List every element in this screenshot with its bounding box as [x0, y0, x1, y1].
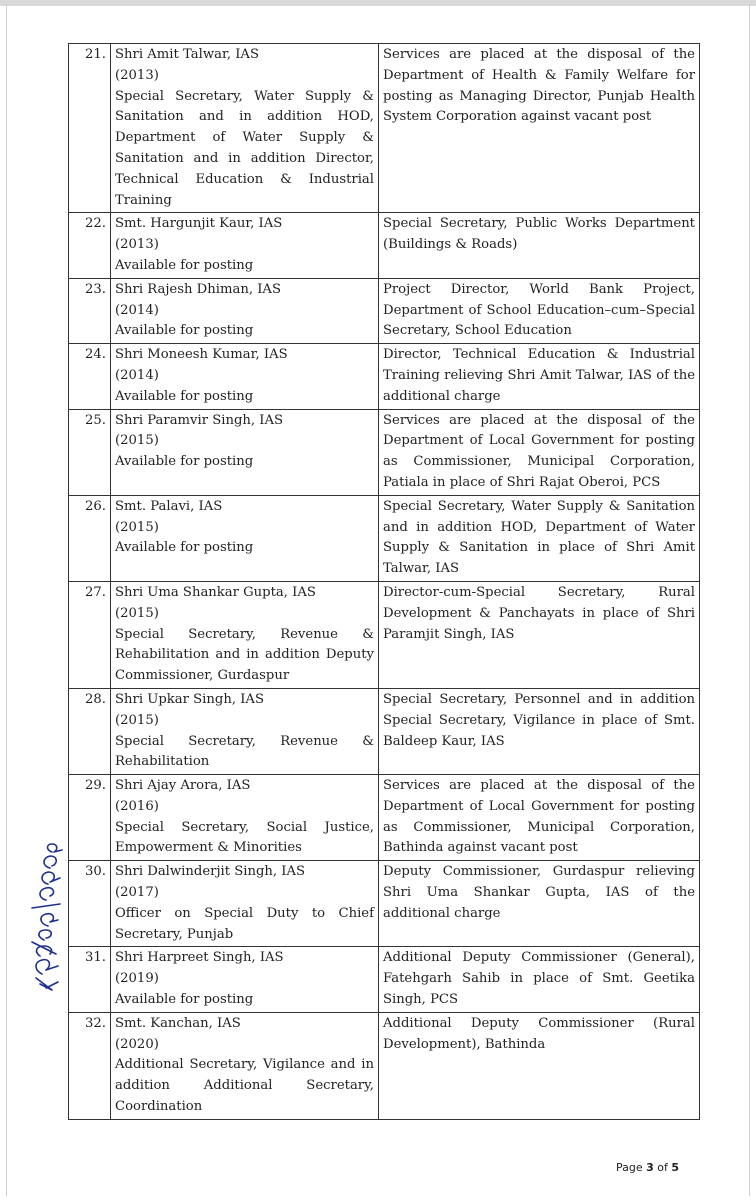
- officer-name: Smt. Hargunjit Kaur, IAS: [115, 216, 283, 232]
- officer-batch: (2015): [115, 433, 159, 449]
- serial-number: 30.: [69, 861, 111, 947]
- officer-batch: (2014): [115, 302, 159, 318]
- current-designation: Special Secretary, Revenue & Rehabilitation: [115, 733, 374, 770]
- table-row: [69, 947, 700, 1012]
- officer-cell: [111, 213, 379, 278]
- serial-number: 31.: [69, 947, 111, 1012]
- serial-number: 26.: [69, 495, 111, 581]
- serial-number: 25.: [69, 409, 111, 495]
- new-posting: Director, Technical Education & Industrial Training relieving Shri Amit Talwar, IAS of the additional charge: [379, 344, 700, 409]
- current-designation: Available for posting: [115, 540, 254, 556]
- officer-batch: (2016): [115, 798, 159, 814]
- current-designation: Available for posting: [115, 323, 254, 339]
- officer-name: Smt. Kanchan, IAS: [115, 1015, 241, 1031]
- table-row: [69, 495, 700, 581]
- officer-cell: [111, 344, 379, 409]
- page-number: [616, 1161, 679, 1174]
- table-row: [69, 409, 700, 495]
- officer-batch: (2020): [115, 1036, 159, 1052]
- officer-name: Shri Paramvir Singh, IAS: [115, 412, 284, 428]
- current-designation: Officer on Special Duty to Chief Secretary, Punjab: [115, 905, 374, 942]
- new-posting: Services are placed at the disposal of the Department of Health & Family Welfare for posting as Managing Director, Punjab Health System Corporation against vacant post: [379, 44, 700, 213]
- current-designation: Available for posting: [115, 257, 254, 273]
- officer-batch: (2015): [115, 519, 159, 535]
- current-designation: Available for posting: [115, 992, 254, 1008]
- table-row: [69, 1012, 700, 1119]
- officer-name: Shri Dalwinderjit Singh, IAS: [115, 864, 306, 880]
- officer-batch: (2014): [115, 367, 159, 383]
- officer-name: Shri Amit Talwar, IAS: [115, 47, 259, 62]
- officer-cell: [111, 581, 379, 688]
- postings-table: [68, 43, 700, 1120]
- table-row: [69, 44, 700, 213]
- officer-cell: [111, 947, 379, 1012]
- officer-batch: (2015): [115, 605, 159, 621]
- serial-number: 21.: [69, 44, 111, 213]
- serial-number: 32.: [69, 1012, 111, 1119]
- officer-cell: [111, 861, 379, 947]
- serial-number: 29.: [69, 775, 111, 861]
- table-row: [69, 344, 700, 409]
- current-designation: Additional Secretary, Vigilance and in addition Additional Secretary, Coordination: [115, 1057, 374, 1115]
- officer-cell: [111, 409, 379, 495]
- new-posting: Services are placed at the disposal of the Department of Local Government for posting as Commissioner, Municipal Corporation, Bathinda against vacant post: [379, 775, 700, 861]
- current-designation: Special Secretary, Water Supply & Sanitation and in addition HOD, Department of Water Supply & Sanitation and in addition Director, Technical Education & Industrial Training: [115, 88, 374, 208]
- table-row: [69, 581, 700, 688]
- current-designation: Available for posting: [115, 388, 254, 404]
- current-designation: Special Secretary, Revenue & Rehabilitation and in addition Deputy Commissioner, Gurdaspur: [115, 626, 374, 684]
- officer-name: Shri Upkar Singh, IAS: [115, 691, 264, 707]
- new-posting: Deputy Commissioner, Gurdaspur relieving Shri Uma Shankar Gupta, IAS of the additional charge: [379, 861, 700, 947]
- officer-name: Shri Harpreet Singh, IAS: [115, 950, 284, 966]
- page-prefix: Page: [616, 1161, 647, 1174]
- current-designation: Special Secretary, Social Justice, Empowerment & Minorities: [115, 819, 374, 856]
- officer-batch: (2019): [115, 971, 159, 987]
- new-posting: Special Secretary, Water Supply & Sanitation and in addition HOD, Department of Water Supply & Sanitation in place of Shri Amit Talwar, IAS: [379, 495, 700, 581]
- serial-number: 27.: [69, 581, 111, 688]
- serial-number: 24.: [69, 344, 111, 409]
- officer-cell: [111, 44, 379, 213]
- serial-number: 23.: [69, 278, 111, 343]
- officer-batch: (2013): [115, 237, 159, 253]
- new-posting: Special Secretary, Public Works Department (Buildings & Roads): [379, 213, 700, 278]
- serial-number: 22.: [69, 213, 111, 278]
- table-row: [69, 775, 700, 861]
- officer-cell: [111, 1012, 379, 1119]
- page-current: 3: [646, 1161, 654, 1174]
- officer-batch: (2015): [115, 712, 159, 728]
- new-posting: Director-cum-Special Secretary, Rural Development & Panchayats in place of Shri Paramjit Singh, IAS: [379, 581, 700, 688]
- table-row: [69, 213, 700, 278]
- officer-name: Shri Rajesh Dhiman, IAS: [115, 281, 281, 297]
- postings-table-body: [69, 44, 700, 1120]
- new-posting: Project Director, World Bank Project, Department of School Education–cum–Special Secretary, School Education: [379, 278, 700, 343]
- new-posting: Additional Deputy Commissioner (Rural Development), Bathinda: [379, 1012, 700, 1119]
- table-row: [69, 688, 700, 774]
- page-total: 5: [671, 1161, 680, 1174]
- table-row: [69, 278, 700, 343]
- new-posting: Services are placed at the disposal of the Department of Local Government for posting as Commissioner, Municipal Corporation, Patiala in place of Shri Rajat Oberoi, PCS: [379, 409, 700, 495]
- serial-number: 28.: [69, 688, 111, 774]
- officer-batch: (2017): [115, 885, 159, 901]
- officer-batch: (2013): [115, 67, 159, 83]
- officer-cell: [111, 775, 379, 861]
- new-posting: Additional Deputy Commissioner (General), Fatehgarh Sahib in place of Smt. Geetika Singh, PCS: [379, 947, 700, 1012]
- officer-cell: [111, 495, 379, 581]
- table-row: [69, 861, 700, 947]
- officer-name: Shri Moneesh Kumar, IAS: [115, 347, 288, 363]
- current-designation: Available for posting: [115, 454, 254, 470]
- officer-name: Shri Uma Shankar Gupta, IAS: [115, 584, 316, 600]
- new-posting: Special Secretary, Personnel and in addition Special Secretary, Vigilance in place of Smt. Baldeep Kaur, IAS: [379, 688, 700, 774]
- officer-cell: [111, 688, 379, 774]
- officer-name: Shri Ajay Arora, IAS: [115, 778, 251, 794]
- signature-image: [12, 842, 72, 992]
- page-separator: of: [653, 1161, 672, 1174]
- officer-cell: [111, 278, 379, 343]
- officer-name: Smt. Palavi, IAS: [115, 498, 223, 514]
